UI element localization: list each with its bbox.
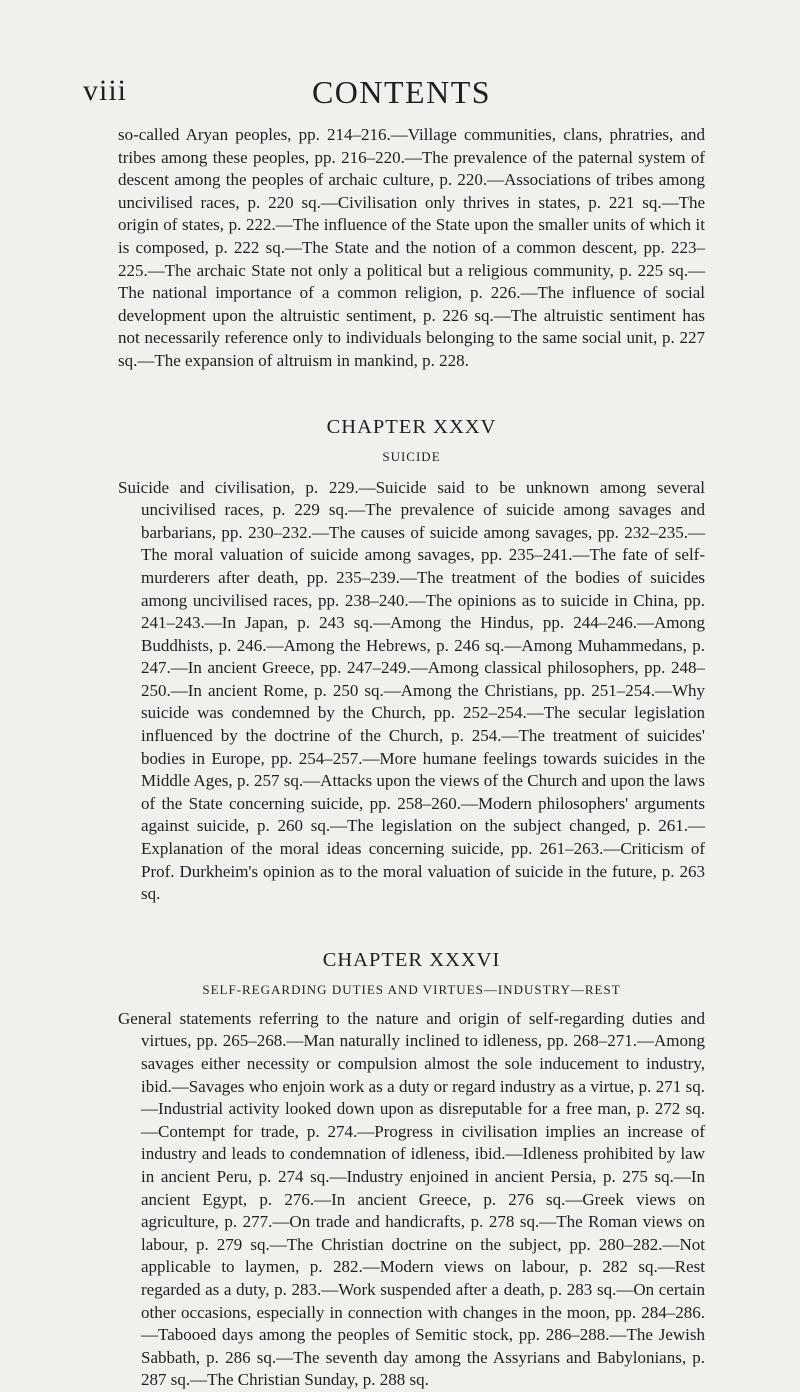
contents-body bbox=[118, 124, 705, 1392]
chapter-subheading: SELF-REGARDING DUTIES AND VIRTUES—INDUSTRY—REST bbox=[202, 981, 621, 997]
chapter-summary: Suicide and civilisation, p. 229.—Suicide said to be unknown among several uncivilised races, p. 229 sq.—The prevalence of suicide among savages and barbarians, pp. 230–232.—The causes of suicide among savages, pp. 232–235.—The moral valuation of suicide among savages, pp. 235–241.—The fate of self-murderers after death, pp. 235–239.—The treatment of the bodies of suicides among uncivilised races, pp. 238–240.—The opinions as to suicide in China, pp. 241–243.—In Japan, p. 243 sq.—Among the Hindus, pp. 244–246.—Among Buddhists, p. 246.—Among the Hebrews, p. 246 sq.—Among Muhammedans, p. 247.—In ancient Greece, pp. 247–249.—Among classical philosophers, pp. 248–250.—In ancient Rome, p. 250 sq.—Among the Christians, pp. 251–254.—Why suicide was condemned by the Church, pp. 252–254.—The secular legislation influenced by the doctrine of the Church, p. 254.—The treatment of suicides' bodies in Europe, pp. 254–257.—More humane feelings towards suicides in the Middle Ages, p. 257 sq.—Attacks upon the views of the Church and upon the laws of the State concerning suicide, pp. 258–260.—Modern philosophers' arguments against suicide, p. 260 sq.—The legislation on the subject changed, p. 261.—Explanation of the moral ideas concerning suicide, pp. 261–263.—Criticism of Prof. Durkheim's opinion as to the moral valuation of suicide in the future, p. 263 sq. bbox=[118, 477, 705, 904]
running-head bbox=[83, 74, 720, 114]
continued-chapter-summary: so-called Aryan peoples, pp. 214–216.—Village communities, clans, phratries, and tribes among these peoples, pp. 216–220.—The prevalence of the paternal system of descent among the peoples of archaic culture, p. 220.—Associations of tribes among uncivilised races, p. 220 sq.—Civilisation only thrives in states, p. 221 sq.—The origin of states, p. 222.—The influence of the State upon the smaller units of which it is composed, p. 222 sq.—The State and the notion of a common descent, pp. 223–225.—The archaic State not only a political but a religious community, p. 225 sq.—The national importance of a common religion, p. 226.—The influence of social development upon the altruistic sentiment, p. 226 sq.—The altruistic sentiment has not necessarily reference only to individuals belonging to the same social unit, p. 227 sq.—The expansion of altruism in mankind, p. 228. bbox=[118, 125, 705, 370]
page-title: CONTENTS bbox=[311, 74, 492, 110]
chapter-subheading: SUICIDE bbox=[382, 448, 441, 464]
chapter-heading: CHAPTER XXXVI bbox=[322, 948, 501, 971]
page-number: viii bbox=[83, 74, 128, 107]
chapter-heading: CHAPTER XXXV bbox=[326, 415, 497, 438]
chapter-summary: General statements referring to the nature and origin of self-regarding duties and virtues, pp. 265–268.—Man naturally inclined to idleness, pp. 268–271.—Among savages either necessity or compulsion almost the sole inducement to industry, ibid.—Savages who enjoin work as a duty or regard industry as a virtue, p. 271 sq.—Industrial activity looked down upon as disreputable for a free man, p. 272 sq.—Contempt for trade, p. 274.—Progress in civilisation implies an increase of industry and leads to condemnation of idleness, ibid.—Idleness prohibited by law in ancient Peru, p. 274 sq.—Industry enjoined in ancient Persia, p. 275 sq.—In ancient Egypt, p. 276.—In ancient Greece, p. 276 sq.—Greek views on agriculture, p. 277.—On trade and handicrafts, p. 278 sq.—The Roman views on labour, p. 279 sq.—The Christian doctrine on the subject, pp. 280–282.—Not applicable to laymen, p. 282.—Modern views on labour, p. 282 sq.—Rest regarded as a duty, p. 283.—Work suspended after a death, p. 283 sq.—On certain other occasions, especially in connection with changes in the moon, pp. 284–286.—Tabooed days among the peoples of Semitic stock, pp. 286–288.—The Jewish Sabbath, p. 286 sq.—The seventh day among the Assyrians and Babylonians, p. 287 sq.—The Christian Sunday, p. 288 sq. bbox=[118, 1008, 705, 1390]
